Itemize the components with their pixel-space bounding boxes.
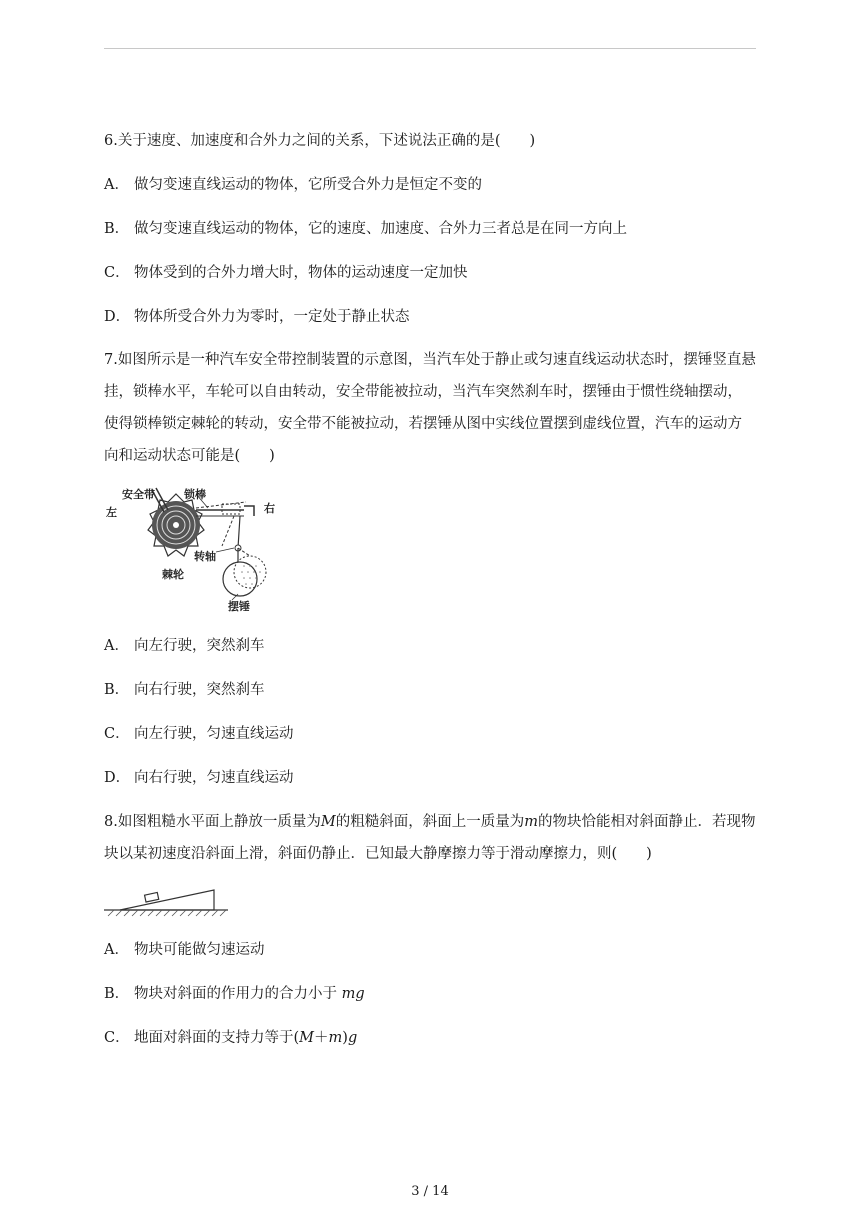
var-m: m	[328, 1030, 343, 1046]
option-text: 物块对斜面的作用力的合力小于	[134, 986, 337, 1002]
option-letter: C．	[104, 265, 130, 281]
incline-wedge	[120, 890, 214, 910]
q8-option-c	[104, 1028, 357, 1048]
q6-option-d	[104, 307, 410, 327]
q8-stem	[104, 806, 756, 870]
option-letter: C．	[104, 1030, 130, 1046]
option-letter: B．	[104, 986, 130, 1002]
q6-option-b	[104, 219, 627, 239]
option-letter: A．	[104, 638, 129, 654]
figure-label-right: 右	[264, 502, 275, 515]
option-text: 物体所受合外力为零时，一定处于静止状态	[134, 309, 410, 325]
var-g: g	[347, 1030, 358, 1046]
q7-option-a	[104, 636, 265, 656]
seatbelt-device-figure	[104, 482, 284, 614]
q7-option-d	[104, 768, 294, 788]
option-letter: C．	[104, 726, 130, 742]
close-paren: )	[342, 1030, 348, 1046]
ground-hatching	[108, 910, 226, 916]
option-letter: A．	[104, 942, 129, 958]
option-text: 向左行驶，匀速直线运动	[134, 726, 294, 742]
option-text: 地面对斜面的支持力等于(	[134, 1030, 300, 1046]
q7-option-c	[104, 724, 294, 744]
var-M: M	[299, 1030, 315, 1046]
option-text: 向左行驶，突然刹车	[134, 638, 265, 654]
option-text: 做匀变速直线运动的物体，它所受合外力是恒定不变的	[134, 177, 482, 193]
pendulum-solid	[223, 562, 257, 596]
q8-stem-part1: 8.如图粗糙水平面上静放一质量为	[104, 814, 321, 830]
q6-option-c	[104, 263, 468, 283]
figure-label-ratchet: 棘轮	[162, 568, 184, 581]
option-letter: D．	[104, 309, 131, 325]
page-number: 3 / 14	[411, 1184, 449, 1199]
q8-stem-part2: 的粗糙斜面，斜面上一质量为	[335, 814, 525, 830]
q7-stem: 7.如图所示是一种汽车安全带控制装置的示意图，当汽车处于静止或匀速直线运动状态时，摆锤竖直悬挂，锁棒水平，车轮可以自由转动，安全带能被拉动，当汽车突然刹车时，摆锤由于惯性绕轴摆动，使得锁棒锁定棘轮的转动，安全带不能被拉动，若摆锤从图中实线位置摆到虚线位置，汽车的运动方向和运动状态可能是( )	[104, 352, 756, 464]
option-letter: B．	[104, 221, 130, 237]
plus-sign: ＋	[314, 1030, 329, 1046]
figure-label-pendulum: 摆锤	[228, 600, 250, 613]
option-text: 向右行驶，突然刹车	[134, 682, 265, 698]
option-letter: B．	[104, 682, 130, 698]
figure-label-left: 左	[106, 506, 117, 519]
q8-option-b	[104, 984, 365, 1004]
var-m: m	[524, 814, 538, 830]
option-letter: A．	[104, 177, 129, 193]
option-text: 做匀变速直线运动的物体，它的速度、加速度、合外力三者总是在同一方向上	[134, 221, 627, 237]
q6-stem: 6.关于速度、加速度和合外力之间的关系，下述说法正确的是( )	[104, 133, 536, 149]
option-text: 物体受到的合外力增大时，物体的运动速度一定加快	[134, 265, 468, 281]
option-text: 物块可能做匀速运动	[134, 942, 265, 958]
figure-label-shaft: 转轴	[194, 550, 216, 563]
q8-option-a	[104, 940, 265, 960]
option-letter: D．	[104, 770, 131, 786]
var-mg: mg	[341, 986, 365, 1002]
var-M: M	[320, 814, 336, 830]
option-text: 向右行驶，匀速直线运动	[134, 770, 294, 786]
figure-label-belt: 安全带	[122, 488, 155, 501]
q6-option-a	[104, 175, 482, 195]
incline-figure	[104, 884, 230, 918]
q7-option-b	[104, 680, 265, 700]
ratchet-wheel	[148, 494, 204, 556]
q8-stem-part3: 的物块恰能相对斜面静止．若现物块以某初速度沿斜面上滑，斜面仍静止．已知最大静摩擦力等于滑动摩擦力，则( )	[104, 814, 756, 862]
block	[145, 892, 159, 902]
header-rule	[104, 48, 756, 49]
figure-label-lock-bar: 锁棒	[184, 488, 206, 501]
